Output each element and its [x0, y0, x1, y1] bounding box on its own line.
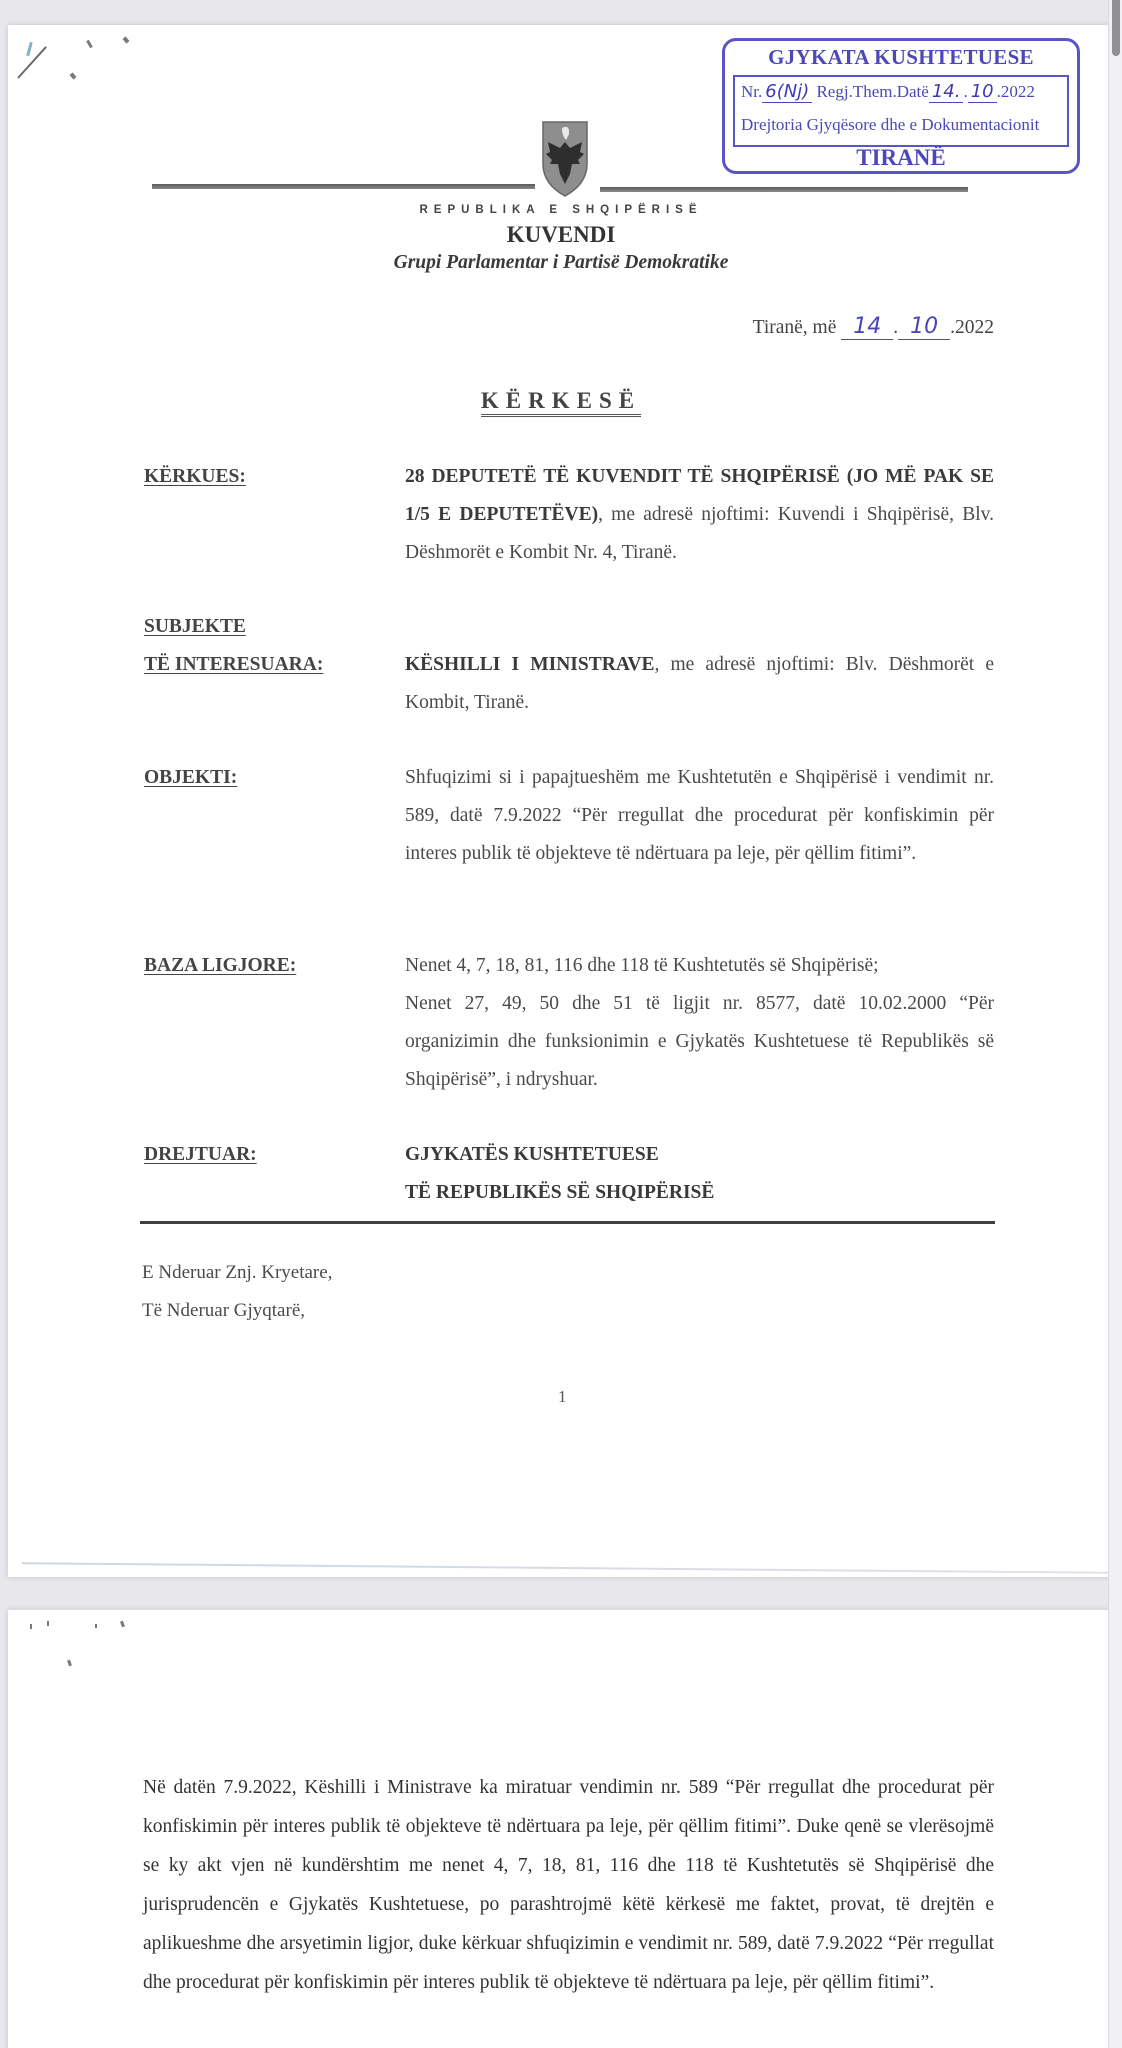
section-divider — [140, 1221, 995, 1224]
scan-speck — [30, 1624, 32, 1629]
date-month-handwritten: 10 — [898, 314, 950, 340]
value-kerkues-rest: , me adresë njoftimi: Kuvendi i Shqipërisë, Blv. Dëshmorët e Kombit Nr. 4, Tiranë. — [405, 504, 994, 563]
value-subjekte-rest: , me adresë njoftimi: Blv. Dëshmorët e Kombit, Tiranë. — [405, 654, 994, 713]
document-date: Tiranë, më 14 . 10 .2022 — [752, 314, 994, 339]
label-subjekte: SUBJEKTE — [144, 616, 246, 637]
document-title — [0, 388, 1122, 414]
stamp-directorate: Drejtoria Gjyqësore dhe e Dokumentacionit — [741, 115, 1040, 134]
label-kerkues: KËRKUES: — [144, 466, 246, 487]
value-drejtuar — [405, 1136, 994, 1212]
page-number: 1 — [558, 1387, 567, 1406]
institution-heading: KUVENDI — [506, 222, 616, 247]
value-kerkues-bold: 28 DEPUTETË TË KUVENDIT TË SHQIPËRISË (JO MË PAK SE 1/5 E DEPUTETËVE) — [405, 466, 994, 525]
republic-heading: REPUBLIKA E SHQIPËRISË — [419, 204, 703, 216]
page-2-paragraph: Në datën 7.9.2022, Këshilli i Ministrave ka miratuar vendimin nr. 589 “Për rregullat dhe procedurat për konfiskimin për interes publik të objekteve të ndërtuara pa leje, për qëllim fitimi”. Duke qenë se vlerësojmë se ky akt vjen në kundërshtim me nenet 4, 7, 18, 81, 116 dhe 118 të Kushtetutës së Shqipërisë dhe jurisprudencën e Gjykatës Kushtetuese, po parashtrojmë këtë kërkesë me faktet, provat, të drejtën e aplikueshme dhe arsyetimin ligjor, duke kërkuar shfuqizimin e vendimit nr. 589, datë 7.9.2022 “Për rregullat dhe procedurat për konfiskimin për interes publik të objekteve të ndërtuara pa leje, për qëllim fitimi”. — [143, 1777, 994, 1993]
date-year: .2022 — [950, 317, 994, 338]
value-objekti: Shfuqizimi si i papajtueshëm me Kushtetutën e Shqipërisë i vendimit nr. 589, datë 7.9.2022 “Për rregullat dhe procedurat për konfiskimin për interes publik të objekteve të ndërtuara pa leje, për qëllim fitimi”. — [405, 767, 994, 864]
header-rule-right — [600, 187, 968, 192]
label-te-interesuara: TË INTERESUARA: — [144, 654, 324, 675]
coat-of-arms-icon — [540, 118, 590, 198]
value-subjekte — [405, 646, 994, 722]
date-prefix: Tiranë, më — [752, 317, 837, 338]
date-day-handwritten: 14 — [841, 314, 893, 340]
value-kerkues — [405, 458, 994, 572]
value-baza-ligjore-line2: Nenet 27, 49, 50 dhe 51 të ligjit nr. 8577, datë 10.02.2000 “Për organizimin dhe funksionimin e Gjykatës Kushtetuese të Republikës së Shqipërisë”, i ndryshuar. — [405, 993, 994, 1090]
value-baza-ligjore — [405, 947, 994, 1099]
stamp-year: .2022 — [996, 82, 1035, 101]
value-drejtuar-line1: GJYKATËS KUSHTETUESE — [405, 1144, 659, 1165]
stamp-nr-label: Nr. — [741, 82, 763, 101]
value-drejtuar-line2: TË REPUBLIKËS SË SHQIPËRISË — [405, 1182, 715, 1203]
stamp-month: 10 — [968, 81, 997, 103]
vertical-scrollbar[interactable] — [1108, 0, 1122, 2048]
stamp-nr-value: 6(Nj) — [762, 81, 812, 103]
label-drejtuar: DREJTUAR: — [144, 1144, 257, 1165]
stamp-day: 14. — [929, 81, 964, 103]
stamp-reg-label: Regj.Them.Datë — [816, 82, 929, 101]
scan-speck — [47, 1621, 49, 1626]
salutation-line-2: Të Nderuar Gjyqtarë, — [142, 1300, 306, 1321]
scrollbar-thumb[interactable] — [1112, 0, 1120, 56]
header-rule-left — [152, 184, 535, 189]
document-title-text: KËRKESË — [481, 388, 641, 417]
parliamentary-group-heading: Grupi Parlamentar i Partisë Demokratike — [393, 252, 729, 273]
label-baza-ligjore: BAZA LIGJORE: — [144, 955, 297, 976]
salutation-line-1: E Nderuar Znj. Kryetare, — [142, 1262, 333, 1283]
stamp-registration-line: Nr. 6(Nj) Regj.Them.Datë 14. . 10 .2022 — [741, 81, 1035, 102]
court-registration-stamp — [722, 38, 1080, 174]
stamp-title: GJYKATA KUSHTETUESE — [768, 45, 1034, 69]
stamp-inner-box — [733, 75, 1069, 147]
label-objekti: OBJEKTI: — [144, 767, 238, 788]
stamp-city: TIRANË — [856, 145, 946, 170]
value-baza-ligjore-line1: Nenet 4, 7, 18, 81, 116 dhe 118 të Kushtetutës së Shqipërisë; — [405, 955, 879, 976]
value-subjekte-bold: KËSHILLI I MINISTRAVE — [405, 654, 655, 675]
scan-speck — [95, 1624, 97, 1628]
